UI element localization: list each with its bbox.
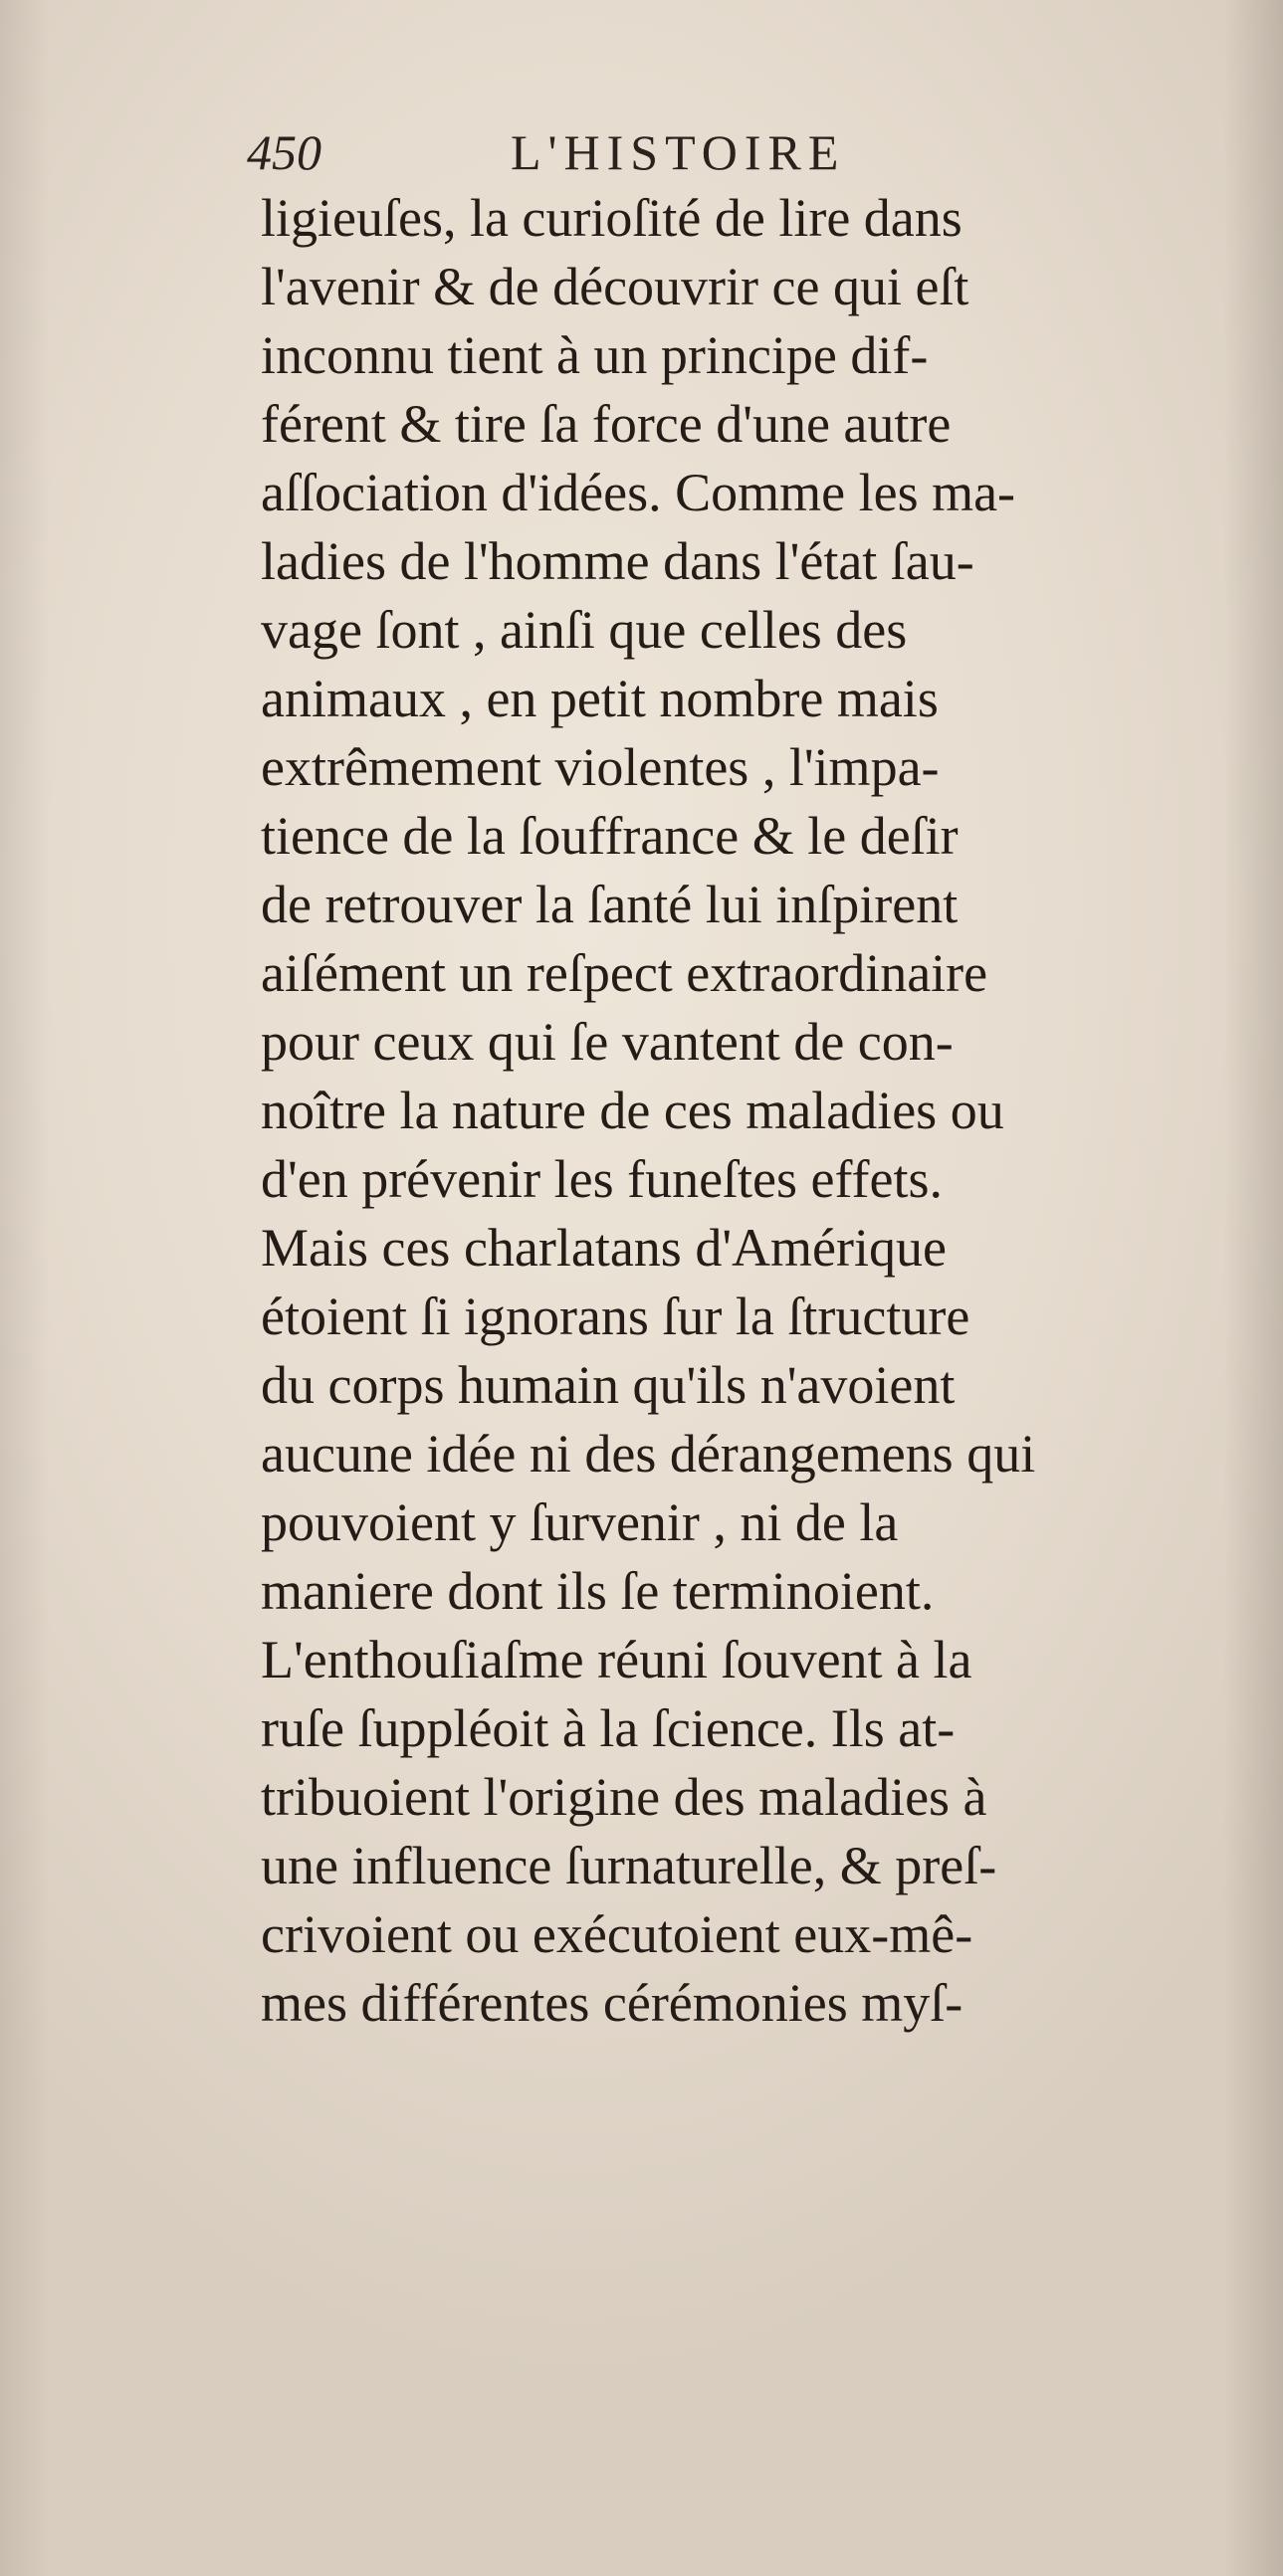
text-line: l'avenir & de découvrir ce qui eſt bbox=[261, 257, 969, 316]
text-line: tience de la ſouffrance & le deſir bbox=[261, 806, 959, 866]
text-line: étoient ſi ignorans ſur la ſtructure bbox=[261, 1287, 970, 1346]
text-line: pour ceux qui ſe vantent de con- bbox=[261, 1012, 954, 1072]
text-line: ruſe ſuppléoit à la ſcience. Ils at- bbox=[261, 1698, 956, 1758]
text-line: mes différentes cérémonies myſ- bbox=[261, 1973, 963, 2033]
text-line: aucune idée ni des dérangemens qui bbox=[261, 1424, 1036, 1484]
text-line: de retrouver la ſanté lui inſpirent bbox=[261, 875, 959, 934]
text-line: pouvoient y ſurvenir , ni de la bbox=[261, 1492, 899, 1552]
text-line: animaux , en petit nombre mais bbox=[261, 669, 939, 728]
text-line: noître la nature de ces maladies ou bbox=[261, 1081, 1004, 1140]
page-edge-shadow bbox=[1223, 0, 1283, 2576]
text-line: ligieuſes, la curioſité de lire dans bbox=[261, 188, 962, 248]
text-line: ladies de l'homme dans l'état ſau- bbox=[261, 531, 974, 591]
text-line: inconnu tient à un principe dif- bbox=[261, 325, 929, 385]
text-line: une influence ſurnaturelle, & preſ- bbox=[261, 1836, 997, 1895]
text-line: du corps humain qu'ils n'avoient bbox=[261, 1355, 956, 1415]
running-head: L'HISTOIRE bbox=[511, 124, 846, 180]
body-text bbox=[261, 184, 1186, 2038]
text-line: férent & tire ſa force d'une autre bbox=[261, 394, 952, 454]
text-line: L'enthouſiaſme réuni ſouvent à la bbox=[261, 1630, 972, 1689]
text-line: d'en prévenir les funeſtes effets. bbox=[261, 1149, 943, 1209]
text-line: maniere dont ils ſe terminoient. bbox=[261, 1561, 935, 1621]
text-line: Mais ces charlatans d'Amérique bbox=[261, 1218, 947, 1278]
text-line: aſſociation d'idées. Comme les ma- bbox=[261, 463, 1016, 522]
text-line: extrêmement violentes , l'impa- bbox=[261, 737, 940, 797]
text-line: tribuoient l'origine des maladies à bbox=[261, 1767, 987, 1827]
text-line: crivoient ou exécutoient eux-mê- bbox=[261, 1904, 973, 1964]
gutter-shadow bbox=[0, 0, 50, 2576]
text-line: aiſément un reſpect extraordinaire bbox=[261, 943, 988, 1003]
page-number: 450 bbox=[247, 124, 321, 180]
text-line: vage ſont , ainſi que celles des bbox=[261, 600, 908, 660]
page-header bbox=[247, 117, 1103, 187]
